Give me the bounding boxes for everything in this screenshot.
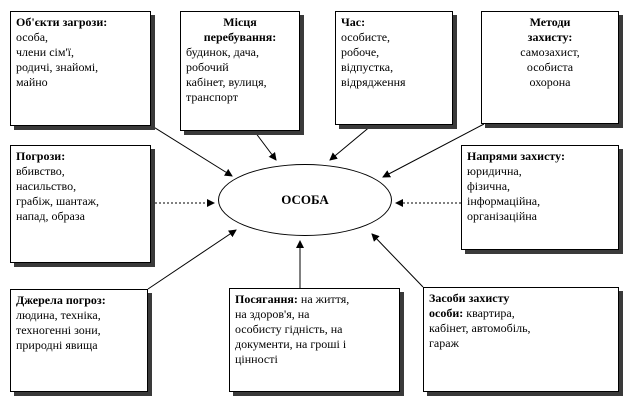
box-encroachment-text: на життя, на здоров'я, на особисту гідність, на документи, на гроші і цінності	[235, 292, 350, 366]
box-protection-methods-title: Методи захисту:	[527, 15, 573, 44]
box-threats-title: Погрози:	[16, 149, 66, 163]
box-places	[180, 11, 300, 131]
box-threat-objects	[10, 11, 151, 126]
box-protection-means-text: квартира, кабінет, автомобіль, гараж	[429, 306, 531, 350]
arrow-time	[330, 125, 372, 160]
box-threats	[10, 145, 151, 263]
box-time-title: Час:	[341, 15, 366, 29]
center-label: ОСОБА	[281, 192, 329, 207]
arrow-sources	[148, 230, 236, 289]
box-time-text: особисте, робоче, відпустка, відрядження	[341, 30, 406, 89]
box-protection-means	[423, 287, 619, 392]
box-protection-directions	[461, 145, 619, 250]
box-threat-sources-title: Джерела погроз:	[16, 293, 106, 307]
box-protection-means-title: Засоби захисту особи:	[429, 291, 510, 320]
arrow-places	[255, 132, 276, 160]
center-node	[218, 164, 392, 236]
box-encroachment-body	[235, 292, 394, 367]
arrow-means	[372, 234, 423, 287]
box-protection-methods	[481, 11, 619, 124]
box-places-title: Місця перебування:	[203, 15, 277, 44]
box-protection-directions-title: Напрями захисту:	[467, 149, 565, 163]
arrow-objects	[152, 126, 232, 176]
box-protection-means-body	[429, 291, 613, 351]
box-time	[335, 11, 453, 125]
box-threat-sources-text: людина, техніка, техногенні зони, природні явища	[16, 308, 101, 352]
box-protection-directions-text: юридична, фізична, інформаційна, організаційна	[467, 164, 541, 223]
box-threat-objects-title: Об'єкти загрози:	[16, 15, 108, 29]
box-threats-text: вбивство, насильство, грабіж, шантаж, напад, образа	[16, 164, 99, 223]
box-places-text: будинок, дача, робочий кабінет, вулиця, транспорт	[186, 45, 267, 104]
box-threat-sources	[10, 289, 148, 392]
box-encroachment-title: Посягання:	[235, 292, 298, 306]
box-encroachment	[229, 288, 400, 392]
box-protection-methods-text: самозахист, особиста охорона	[520, 45, 580, 89]
box-threat-objects-text: особа, члени сім'ї, родичі, знайомі, майно	[16, 30, 99, 89]
